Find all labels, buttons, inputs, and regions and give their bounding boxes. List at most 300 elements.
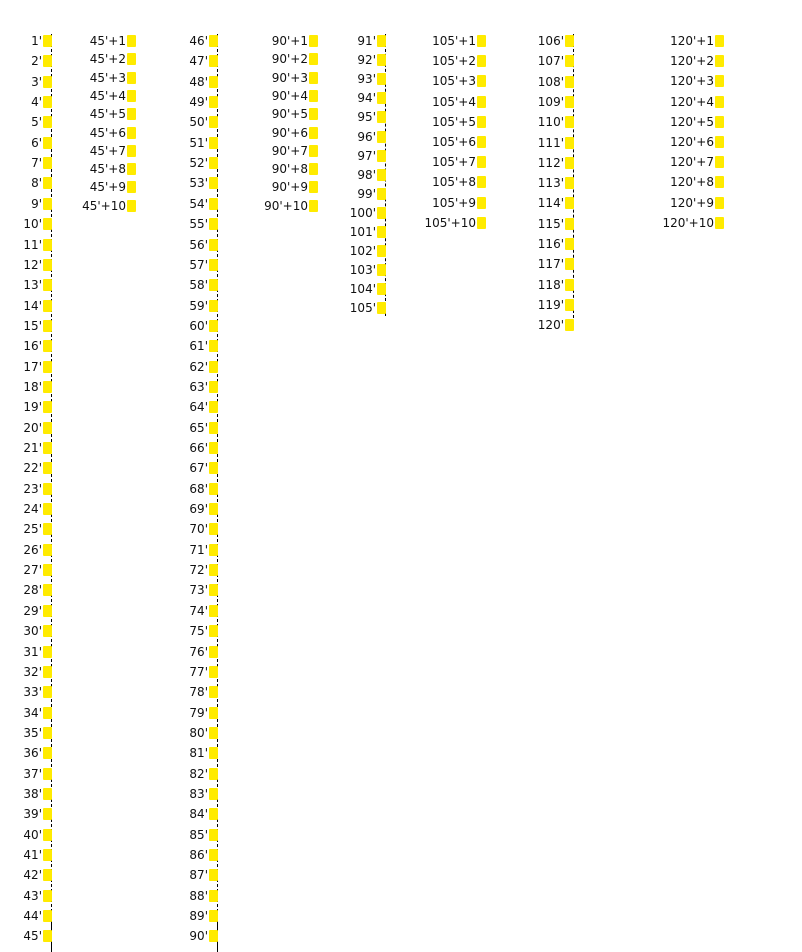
minute-slot[interactable] <box>396 115 486 130</box>
event-marker-icon[interactable] <box>209 849 218 861</box>
minute-slot[interactable] <box>128 726 218 741</box>
event-marker-icon[interactable] <box>715 116 724 128</box>
event-marker-icon[interactable] <box>209 930 218 942</box>
event-marker-icon[interactable] <box>209 503 218 515</box>
minute-slot[interactable] <box>128 746 218 761</box>
minute-slot[interactable] <box>46 71 136 86</box>
minute-slot[interactable] <box>0 868 52 883</box>
minute-slot[interactable] <box>46 34 136 49</box>
minute-slot[interactable] <box>0 156 52 171</box>
minute-slot[interactable] <box>128 502 218 517</box>
event-marker-icon[interactable] <box>565 35 574 47</box>
minute-slot[interactable] <box>0 197 52 212</box>
event-marker-icon[interactable] <box>209 788 218 800</box>
minute-slot[interactable] <box>296 110 386 125</box>
minute-slot[interactable] <box>296 301 386 316</box>
minute-slot[interactable] <box>128 156 218 171</box>
minute-slot[interactable] <box>0 726 52 741</box>
minute-slot[interactable] <box>128 176 218 191</box>
event-marker-icon[interactable] <box>377 35 386 47</box>
event-marker-icon[interactable] <box>209 523 218 535</box>
event-marker-icon[interactable] <box>209 320 218 332</box>
event-marker-icon[interactable] <box>43 646 52 658</box>
minute-label: 90'+4 <box>271 89 308 103</box>
minute-label: 83' <box>189 787 208 801</box>
minute-slot[interactable] <box>128 54 218 69</box>
event-marker-icon[interactable] <box>43 422 52 434</box>
event-marker-icon[interactable] <box>377 92 386 104</box>
minute-label: 84' <box>189 807 208 821</box>
event-marker-icon[interactable] <box>565 238 574 250</box>
event-marker-icon[interactable] <box>209 829 218 841</box>
minute-slot[interactable] <box>396 34 486 49</box>
minute-slot[interactable] <box>296 149 386 164</box>
event-marker-icon[interactable] <box>377 188 386 200</box>
minute-slot[interactable] <box>396 175 486 190</box>
minute-slot[interactable] <box>0 583 52 598</box>
minute-slot[interactable] <box>128 563 218 578</box>
minute-label: 120'+10 <box>662 216 714 230</box>
event-marker-icon[interactable] <box>377 226 386 238</box>
minute-slot[interactable] <box>0 746 52 761</box>
event-marker-icon[interactable] <box>43 401 52 413</box>
minute-slot[interactable] <box>0 441 52 456</box>
event-marker-icon[interactable] <box>209 666 218 678</box>
event-marker-icon[interactable] <box>209 259 218 271</box>
minute-slot[interactable] <box>0 889 52 904</box>
minute-slot[interactable] <box>128 461 218 476</box>
minute-slot[interactable] <box>128 339 218 354</box>
minute-slot[interactable] <box>0 461 52 476</box>
minute-slot[interactable] <box>0 421 52 436</box>
event-marker-icon[interactable] <box>565 76 574 88</box>
event-marker-icon[interactable] <box>43 808 52 820</box>
event-marker-icon[interactable] <box>209 35 218 47</box>
event-marker-icon[interactable] <box>209 177 218 189</box>
event-marker-icon[interactable] <box>377 150 386 162</box>
event-marker-icon[interactable] <box>43 890 52 902</box>
event-marker-icon[interactable] <box>209 483 218 495</box>
minute-slot[interactable] <box>0 400 52 415</box>
minute-slot[interactable] <box>296 206 386 221</box>
minute-slot[interactable] <box>484 318 574 333</box>
minute-slot[interactable] <box>128 787 218 802</box>
minute-slot[interactable] <box>296 168 386 183</box>
minute-slot[interactable] <box>128 706 218 721</box>
minute-slot[interactable] <box>0 502 52 517</box>
minute-slot[interactable] <box>0 624 52 639</box>
minute-slot[interactable] <box>484 298 574 313</box>
minute-slot[interactable] <box>396 54 486 69</box>
event-marker-icon[interactable] <box>43 707 52 719</box>
event-marker-icon[interactable] <box>209 300 218 312</box>
minute-slot[interactable] <box>128 441 218 456</box>
minute-label: 79' <box>189 706 208 720</box>
minute-slot[interactable] <box>0 563 52 578</box>
minute-slot[interactable] <box>46 107 136 122</box>
event-marker-icon[interactable] <box>377 54 386 66</box>
event-marker-icon[interactable] <box>43 849 52 861</box>
event-marker-icon[interactable] <box>43 747 52 759</box>
minute-slot[interactable] <box>128 929 218 944</box>
event-marker-icon[interactable] <box>43 340 52 352</box>
event-marker-icon[interactable] <box>209 157 218 169</box>
event-marker-icon[interactable] <box>43 218 52 230</box>
minute-slot[interactable] <box>128 624 218 639</box>
event-marker-icon[interactable] <box>209 686 218 698</box>
event-marker-icon[interactable] <box>209 747 218 759</box>
event-marker-icon[interactable] <box>209 727 218 739</box>
event-marker-icon[interactable] <box>565 319 574 331</box>
event-marker-icon[interactable] <box>565 197 574 209</box>
minute-slot[interactable] <box>0 787 52 802</box>
event-marker-icon[interactable] <box>209 76 218 88</box>
event-marker-icon[interactable] <box>43 259 52 271</box>
minute-slot[interactable] <box>128 482 218 497</box>
minute-slot[interactable] <box>484 136 574 151</box>
minute-slot[interactable] <box>0 604 52 619</box>
minute-slot[interactable] <box>0 319 52 334</box>
minute-label: 1' <box>31 34 42 48</box>
minute-slot[interactable] <box>128 909 218 924</box>
event-marker-icon[interactable] <box>209 768 218 780</box>
minute-slot[interactable] <box>128 95 218 110</box>
event-marker-icon[interactable] <box>209 890 218 902</box>
minute-slot[interactable] <box>0 482 52 497</box>
event-marker-icon[interactable] <box>43 686 52 698</box>
minute-label: 23' <box>23 482 42 496</box>
minute-slot[interactable] <box>396 196 486 211</box>
minute-slot[interactable] <box>128 319 218 334</box>
minute-slot[interactable] <box>0 685 52 700</box>
event-marker-icon[interactable] <box>715 217 724 229</box>
minute-slot[interactable] <box>484 115 574 130</box>
event-marker-icon[interactable] <box>43 584 52 596</box>
minute-slot[interactable] <box>0 238 52 253</box>
minute-slot[interactable] <box>0 278 52 293</box>
minute-slot[interactable] <box>46 199 136 214</box>
event-marker-icon[interactable] <box>43 300 52 312</box>
event-marker-icon[interactable] <box>377 111 386 123</box>
event-marker-icon[interactable] <box>43 564 52 576</box>
minute-slot[interactable] <box>0 54 52 69</box>
minute-label: 105'+6 <box>432 135 476 149</box>
minute-slot[interactable] <box>46 52 136 67</box>
minute-slot[interactable] <box>484 75 574 90</box>
minute-slot[interactable] <box>128 115 218 130</box>
minute-slot[interactable] <box>0 258 52 273</box>
minute-slot[interactable] <box>634 216 724 231</box>
minute-slot[interactable] <box>634 175 724 190</box>
event-marker-icon[interactable] <box>209 96 218 108</box>
minute-label: 120'+5 <box>670 115 714 129</box>
event-marker-icon[interactable] <box>565 116 574 128</box>
event-marker-icon[interactable] <box>43 503 52 515</box>
minute-slot[interactable] <box>634 54 724 69</box>
event-marker-icon[interactable] <box>43 523 52 535</box>
minute-label: 57' <box>189 258 208 272</box>
event-marker-icon[interactable] <box>715 96 724 108</box>
minute-slot[interactable] <box>128 34 218 49</box>
minute-slot[interactable] <box>128 848 218 863</box>
event-marker-icon[interactable] <box>209 584 218 596</box>
event-marker-icon[interactable] <box>377 131 386 143</box>
event-marker-icon[interactable] <box>43 442 52 454</box>
minute-slot[interactable] <box>128 685 218 700</box>
minute-slot[interactable] <box>128 665 218 680</box>
minute-slot[interactable] <box>0 645 52 660</box>
event-marker-icon[interactable] <box>565 177 574 189</box>
minute-slot[interactable] <box>634 135 724 150</box>
event-marker-icon[interactable] <box>209 442 218 454</box>
minute-slot[interactable] <box>296 225 386 240</box>
event-marker-icon[interactable] <box>209 422 218 434</box>
minute-label: 11' <box>23 238 42 252</box>
minute-slot[interactable] <box>0 176 52 191</box>
minute-slot[interactable] <box>296 72 386 87</box>
event-marker-icon[interactable] <box>209 55 218 67</box>
event-marker-icon[interactable] <box>43 279 52 291</box>
minute-slot[interactable] <box>396 74 486 89</box>
event-marker-icon[interactable] <box>377 169 386 181</box>
minute-slot[interactable] <box>0 136 52 151</box>
minute-label: 40' <box>23 828 42 842</box>
event-marker-icon[interactable] <box>43 910 52 922</box>
minute-slot[interactable] <box>128 604 218 619</box>
minute-slot[interactable] <box>128 543 218 558</box>
minute-slot[interactable] <box>0 706 52 721</box>
event-marker-icon[interactable] <box>209 279 218 291</box>
minute-slot[interactable] <box>128 889 218 904</box>
minute-slot[interactable] <box>128 868 218 883</box>
event-marker-icon[interactable] <box>715 156 724 168</box>
event-marker-icon[interactable] <box>209 544 218 556</box>
event-marker-icon[interactable] <box>377 207 386 219</box>
minute-slot[interactable] <box>296 91 386 106</box>
event-marker-icon[interactable] <box>43 727 52 739</box>
event-marker-icon[interactable] <box>43 483 52 495</box>
event-marker-icon[interactable] <box>43 869 52 881</box>
event-marker-icon[interactable] <box>565 279 574 291</box>
minute-slot[interactable] <box>128 197 218 212</box>
event-marker-icon[interactable] <box>565 218 574 230</box>
minute-slot[interactable] <box>296 34 386 49</box>
event-marker-icon[interactable] <box>209 116 218 128</box>
event-marker-icon[interactable] <box>43 666 52 678</box>
event-marker-icon[interactable] <box>565 96 574 108</box>
event-marker-icon[interactable] <box>209 218 218 230</box>
minute-label: 91' <box>357 34 376 48</box>
minute-slot[interactable] <box>128 767 218 782</box>
minute-slot[interactable] <box>484 156 574 171</box>
minute-label: 32' <box>23 665 42 679</box>
minute-slot[interactable] <box>296 244 386 259</box>
minute-slot[interactable] <box>46 144 136 159</box>
minute-label: 50' <box>189 115 208 129</box>
minute-slot[interactable] <box>296 130 386 145</box>
minute-slot[interactable] <box>484 257 574 272</box>
minute-slot[interactable] <box>0 115 52 130</box>
minute-slot[interactable] <box>396 155 486 170</box>
event-marker-icon[interactable] <box>209 707 218 719</box>
minute-slot[interactable] <box>46 162 136 177</box>
minute-slot[interactable] <box>0 522 52 537</box>
minute-slot[interactable] <box>0 767 52 782</box>
minute-slot[interactable] <box>484 278 574 293</box>
minute-slot[interactable] <box>296 53 386 68</box>
event-marker-icon[interactable] <box>209 137 218 149</box>
minute-slot[interactable] <box>634 95 724 110</box>
minute-slot[interactable] <box>128 278 218 293</box>
minute-slot[interactable] <box>0 339 52 354</box>
minute-slot[interactable] <box>634 74 724 89</box>
minute-slot[interactable] <box>128 136 218 151</box>
minute-slot[interactable] <box>484 217 574 232</box>
event-marker-icon[interactable] <box>43 462 52 474</box>
minute-slot[interactable] <box>0 807 52 822</box>
minute-slot[interactable] <box>128 807 218 822</box>
event-marker-icon[interactable] <box>715 55 724 67</box>
minute-label: 105'+1 <box>432 34 476 48</box>
minute-label: 120'+9 <box>670 196 714 210</box>
event-marker-icon[interactable] <box>209 605 218 617</box>
event-marker-icon[interactable] <box>43 625 52 637</box>
minute-slot[interactable] <box>484 54 574 69</box>
event-marker-icon[interactable] <box>209 340 218 352</box>
event-marker-icon[interactable] <box>209 646 218 658</box>
minute-slot[interactable] <box>634 34 724 49</box>
minute-slot[interactable] <box>128 421 218 436</box>
minute-slot[interactable] <box>128 238 218 253</box>
event-marker-icon[interactable] <box>565 157 574 169</box>
event-marker-icon[interactable] <box>209 361 218 373</box>
event-marker-icon[interactable] <box>43 788 52 800</box>
minute-slot[interactable] <box>0 543 52 558</box>
event-marker-icon[interactable] <box>377 245 386 257</box>
minute-slot[interactable] <box>0 848 52 863</box>
minute-slot[interactable] <box>634 115 724 130</box>
minute-label: 105'+10 <box>424 216 476 230</box>
minute-slot[interactable] <box>128 380 218 395</box>
minute-label: 96' <box>357 130 376 144</box>
minute-slot[interactable] <box>634 155 724 170</box>
event-marker-icon[interactable] <box>565 137 574 149</box>
minute-slot[interactable] <box>296 282 386 297</box>
minute-label: 72' <box>189 563 208 577</box>
event-marker-icon[interactable] <box>43 381 52 393</box>
minute-label: 120'+2 <box>670 54 714 68</box>
event-marker-icon[interactable] <box>377 302 386 314</box>
event-marker-icon[interactable] <box>209 401 218 413</box>
event-marker-icon[interactable] <box>209 564 218 576</box>
minute-slot[interactable] <box>46 180 136 195</box>
event-marker-icon[interactable] <box>715 197 724 209</box>
minute-slot[interactable] <box>396 216 486 231</box>
minute-slot[interactable] <box>396 135 486 150</box>
event-marker-icon[interactable] <box>43 768 52 780</box>
minute-label: 66' <box>189 441 208 455</box>
event-marker-icon[interactable] <box>715 35 724 47</box>
minute-slot[interactable] <box>0 828 52 843</box>
event-marker-icon[interactable] <box>209 625 218 637</box>
minute-slot[interactable] <box>0 665 52 680</box>
minute-label: 30' <box>23 624 42 638</box>
minute-slot[interactable] <box>0 909 52 924</box>
minute-slot[interactable] <box>0 75 52 90</box>
event-marker-icon[interactable] <box>43 361 52 373</box>
event-marker-icon[interactable] <box>565 299 574 311</box>
minute-slot[interactable] <box>128 258 218 273</box>
event-marker-icon[interactable] <box>43 605 52 617</box>
minute-slot[interactable] <box>46 89 136 104</box>
minute-slot[interactable] <box>0 299 52 314</box>
minute-slot[interactable] <box>296 187 386 202</box>
minute-slot[interactable] <box>484 196 574 211</box>
minute-label: 73' <box>189 583 208 597</box>
minute-label: 105'+5 <box>432 115 476 129</box>
event-marker-icon[interactable] <box>565 55 574 67</box>
event-marker-icon[interactable] <box>377 283 386 295</box>
minute-slot[interactable] <box>128 828 218 843</box>
minute-label: 120'+8 <box>670 175 714 189</box>
event-marker-icon[interactable] <box>43 544 52 556</box>
minute-slot[interactable] <box>0 217 52 232</box>
event-marker-icon[interactable] <box>43 930 52 942</box>
minute-label: 105'+3 <box>432 74 476 88</box>
event-marker-icon[interactable] <box>715 136 724 148</box>
minute-label: 25' <box>23 522 42 536</box>
minute-slot[interactable] <box>128 299 218 314</box>
event-marker-icon[interactable] <box>209 239 218 251</box>
minute-slot[interactable] <box>484 95 574 110</box>
minute-slot[interactable] <box>128 645 218 660</box>
minute-slot[interactable] <box>128 400 218 415</box>
event-marker-icon[interactable] <box>715 75 724 87</box>
minute-slot[interactable] <box>0 929 52 944</box>
event-marker-icon[interactable] <box>565 258 574 270</box>
minute-slot[interactable] <box>296 263 386 278</box>
minute-slot[interactable] <box>128 522 218 537</box>
event-marker-icon[interactable] <box>209 910 218 922</box>
event-marker-icon[interactable] <box>209 198 218 210</box>
minute-slot[interactable] <box>484 237 574 252</box>
event-marker-icon[interactable] <box>209 462 218 474</box>
minute-slot[interactable] <box>128 360 218 375</box>
event-marker-icon[interactable] <box>43 320 52 332</box>
minute-slot[interactable] <box>634 196 724 211</box>
event-marker-icon[interactable] <box>43 829 52 841</box>
minute-slot[interactable] <box>0 34 52 49</box>
event-marker-icon[interactable] <box>377 264 386 276</box>
minute-slot[interactable] <box>46 126 136 141</box>
minute-slot[interactable] <box>396 95 486 110</box>
minute-slot[interactable] <box>128 217 218 232</box>
event-marker-icon[interactable] <box>209 381 218 393</box>
minute-slot[interactable] <box>128 75 218 90</box>
event-marker-icon[interactable] <box>209 808 218 820</box>
minute-slot[interactable] <box>484 176 574 191</box>
event-marker-icon[interactable] <box>43 239 52 251</box>
minute-slot[interactable] <box>128 583 218 598</box>
minute-slot[interactable] <box>484 34 574 49</box>
minute-slot[interactable] <box>0 380 52 395</box>
minute-slot[interactable] <box>0 360 52 375</box>
event-marker-icon[interactable] <box>715 176 724 188</box>
event-marker-icon[interactable] <box>209 869 218 881</box>
minute-label: 4' <box>31 95 42 109</box>
event-marker-icon[interactable] <box>377 73 386 85</box>
minute-slot[interactable] <box>0 95 52 110</box>
